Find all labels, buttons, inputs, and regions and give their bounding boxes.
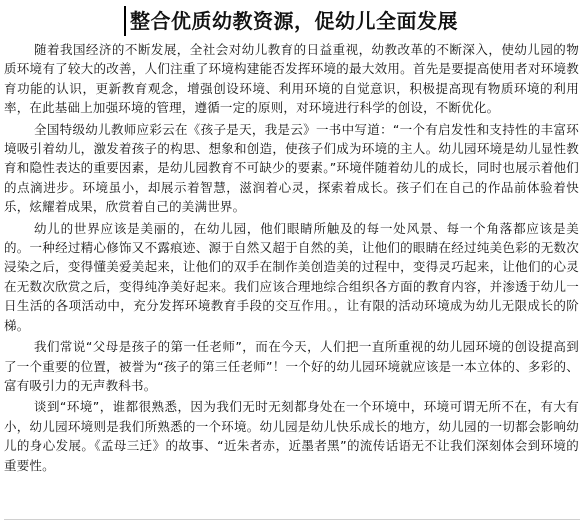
paragraph: 全国特级幼儿教师应彩云在《孩子是天，我是云》一书中写道：“一个有启发性和支持性的丰富环境吸引着幼儿，激发着孩子的构思、想象和创造，使孩子们成为环境的主人。幼儿园环境是幼儿显性教育和隐性表达的重要因素，是幼儿园教育不可缺少的要素。”环境伴随着幼儿的成长，同时也展示着他们的点滴进步。环境虽小，却展示着智慧，滋润着心灵，探索着成长。孩子们在自己的作品前体验着快乐，炫耀着成果，欣赏着自己的美满世界。	[4, 121, 579, 215]
paragraph: 随着我国经济的不断发展，全社会对幼儿教育的日益重视，幼教改革的不断深入，使幼儿园的物质环境有了较大的改善，人们注重了环境构建能否发挥环境的最大效用。首先是要提高使用者对环境教育功能的认识，更新教育观念，增强创设环境、利用环境的自觉意识，积极提高现有物质环境的利用率，在此基础上加强环境的管理，遵循一定的原则，对环境进行科学的创设，不断优化。	[4, 42, 579, 116]
paragraph: 我们常说“父母是孩子的第一任老师”，而在今天，人们把一直所重视的幼儿园环境的创设提高到了一个重要的位置，被誉为“孩子的第三任老师”！一个好的幼儿园环境就应该是一本立体的、多彩的、富有吸引力的无声教科书。	[4, 339, 579, 393]
paragraph: 幼儿的世界应该是美丽的，在幼儿园，他们眼睛所触及的每一处风景、每一个角落都应该是美的。一种经过精心修饰又不露痕迹、源于自然又超于自然的美，让他们的眼睛在经过纯美色彩的无数次浸染之后，变得懂美爱美起来，让他们的双手在制作美创造美的过程中，变得灵巧起来，让他们的心灵在无数次欣赏之后，变得纯净美好起来。我们应该合理地综合组织各方面的教育内容，并渗透于幼儿一日生活的各项活动中，充分发挥环境教育手段的交互作用。，让有限的活动环境成为幼儿无限成长的阶梯。	[4, 220, 579, 333]
article-body	[4, 40, 579, 477]
paragraph: 谈到“环境”，谁都很熟悉，因为我们无时无刻都身处在一个环境中，环境可谓无所不在，有大有小，幼儿园环境则是我们所熟悉的一个环境。幼儿园是幼儿快乐成长的地方，幼儿园的一切都会影响幼儿的身心发展。《孟母三迁》的故事、“近朱者赤，近墨者黑”的流传话语无不让我们深刻体会到环境的重要性。	[4, 399, 579, 473]
document-title: 整合优质幼教资源，促幼儿全面发展	[130, 9, 458, 33]
text-cursor	[124, 6, 126, 36]
